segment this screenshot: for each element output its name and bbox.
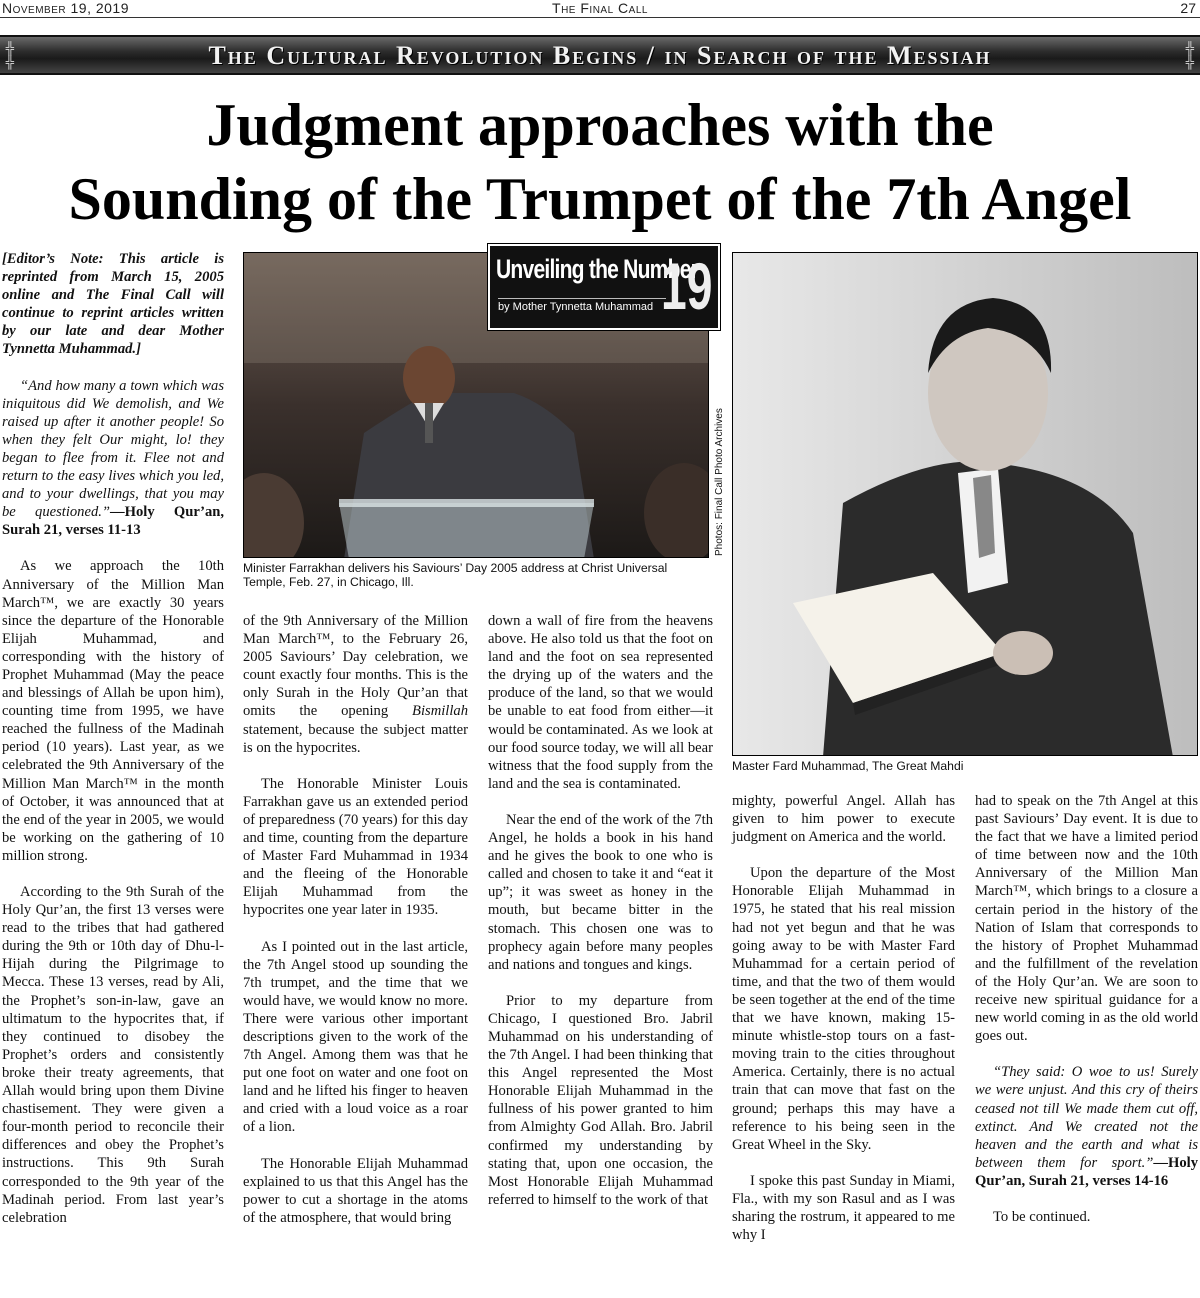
article-column-2 — [243, 612, 468, 1227]
column-logo — [488, 244, 720, 330]
paragraph-text: of the 9th Anniversary of the Million Man March™, to the February 26, 2005 Saviours’ Day celebration, we count exactly four months. This is the only Surah in the Holy Qur’an that omits the opening — [243, 613, 468, 720]
paragraph: I spoke this past Sunday in Miami, Fla., with my son Rasul and as I was sharing the rostrum, it appeared to me why I — [732, 1172, 955, 1244]
issue-date: November 19, 2019 — [2, 0, 130, 16]
paragraph: According to the 9th Surah of the Holy Qur’an, the first 13 verses were read to the tribes that had gathered during the 9th or 10th day of Dhu-l-Hijah during the Pilgrimage to Mecca. These 13 verses, read by Ali, the Prophet’s son-in-law, gave an ultimatum to the hypocrites that, if they continued to disobey the Prophet’s orders and consistently broke their treaty agreements, that Allah would bring upon them Divine chastisement. They were given a four-month period to reconcile their differences and obey the Prophet’s instructions. This 9th Surah corresponded to the 9th year of the Madinah period. From last year’s celebration — [2, 884, 224, 1226]
opening-quote-source: —Holy Qur’an, Surah 21, verses 11-13 — [2, 504, 225, 539]
article-column-3 — [488, 612, 713, 1209]
paragraph-text: statement, because the subject matter is on the hypocrites. — [243, 721, 468, 756]
paragraph: Near the end of the work of the 7th Angel, he holds a book in his hand and he gives the book to one who is called and chosen to take it and “eat it up”; it was sweet as honey in the mouth, but became bitter in the stomach. This chosen one was to prophecy again before many peoples and nations and tongues and kings. — [488, 811, 713, 973]
to-be-continued: To be continued. — [993, 1208, 1091, 1225]
paragraph: As I pointed out in the last article, the 7th Angel stood up sounding the 7th trumpet, and the time that we would have, we would know no more. There were various other important descriptions given to the work of the 7th Angel. Among them was that he put one foot on water and one foot on land and he lifted his finger to heaven and cried with a loud voice as a roar of a lion. — [243, 938, 468, 1136]
page-number: 27 — [1180, 0, 1196, 16]
column-logo-byline: by Mother Tynnetta Muhammad — [498, 298, 666, 313]
closing-quote-text: “They said: O woe to us! Surely we were unjust. And this cry of theirs ceased not till We made them cut off, extinct. And We created not the heaven and the earth and what is between them for sport.” — [975, 1064, 1198, 1171]
opening-quote-text: “And how many a town which was iniquitous did We demolish, and We raised up after it another people! So when they felt Our might, lo! they began to flee from it. Flee not and return to the easy lives which you led, and to your dwellings, that you may be questioned.” — [2, 377, 224, 521]
right-ornament-icon: ╬ ╬ — [1185, 41, 1195, 69]
paragraph: Upon the departure of the Most Honorable Elijah Muhammad in 1975, he stated that his real mission had not yet begun and that he was going away to be with Master Fard Muhammad for a certain period of time, and that the two of them would be seen together at the end of the time that we have known, making 15-minute whistle-stop tours on a fast-moving train to the cities throughout America. Certainly, there is no actual train that can move that fast on the ground; perhaps this may have a reference to his being seen in the Great Wheel in the Sky. — [732, 865, 955, 1153]
farrakhan-caption: Minister Farrakhan delivers his Saviours’ Day 2005 address at Christ Universal Temple, Feb. 27, in Chicago, Ill. — [243, 561, 668, 589]
paragraph: mighty, powerful Angel. Allah has given to him power to execute judgment on America and the world. — [732, 793, 955, 846]
article-column-4 — [732, 792, 955, 1244]
fard-muhammad-caption: Master Fard Muhammad, The Great Mahdi — [732, 759, 964, 773]
article-column-1 — [2, 250, 224, 1227]
paragraph: As we approach the 10th Anniversary of the Million Man March™, we are exactly 30 years since the departure of the Honorable Elijah Muhammad, and corresponding with the history of Prophet Muhammad (May the peace and blessings of Allah be upon him), counting time from 1995, we have reached the fullness of the Madinah period (10 years). Last year, as we celebrated the 9th Anniversary of the Million Man March™ in the month of October, it was announced that at the end of the year in 2005, we would be working on the gathering of 10 million strong. — [2, 558, 224, 864]
left-ornament-icon: ╬ ╬ — [5, 41, 15, 69]
folio-rule — [0, 17, 1200, 18]
photo-credit: Photos: Final Call Photo Archives — [714, 408, 725, 556]
headline-line-1: Judgment approaches with the — [206, 92, 994, 158]
bismillah-italic: Bismillah — [412, 703, 468, 720]
paragraph: had to speak on the 7th Angel at this past Saviours’ Day event. It is due to the fact that we have a limited period of time between now and the 10th Anniversary of the Million Man March™, which brings to a closure a certain period in the history of the Nation of Islam that corresponds to the history of Prophet Muhammad and the fulfillment of the revelation of the Holy Qur’an. We are soon to receive new spiritual guidance for a new world coming in as the old world goes out. — [975, 793, 1198, 1045]
headline-line-2: Sounding of the Trumpet of the 7th Angel — [68, 166, 1132, 232]
paragraph: The Honorable Minister Louis Farrakhan gave us an extended period of preparedness (70 years) for this day and time, counting from the departure of Master Fard Muhammad in 1934 and the fleeing of the Honorable Elijah Muhammad from the hypocrites one year later in 1935. — [243, 775, 468, 919]
article-column-5 — [975, 792, 1198, 1226]
column-logo-number: 19 — [660, 249, 712, 323]
editors-note: [Editor’s Note: This article is reprinted from March 15, 2005 online and The Final Call will continue to reprint articles written by our late and dear Mother Tynnetta Muhammad.] — [2, 251, 224, 358]
paragraph: The Honorable Elijah Muhammad explained to us that this Angel has the power to cut a shortage in the atoms of the atmosphere, that would bring — [243, 1155, 468, 1226]
opening-quote — [2, 377, 224, 540]
paragraph: down a wall of fire from the heavens above. He also told us that the foot on land and the foot on sea represented the drying up of the waters and the produce of the land, so that we would be unable to eat food from either—it would be contaminated. As we look at our food source today, we will all bear witness that the food supply from the land and the sea is contaminated. — [488, 613, 713, 792]
paragraph: Prior to my departure from Chicago, I questioned Bro. Jabril Muhammad on his understanding of the 7th Angel. I had been thinking that this Angel represented the Most Honorable Elijah Muhammad in the fullness of his power granted to him from Almighty God Allah. Bro. Jabril confirmed my understanding by stating that, upon one occasion, the Most Honorable Elijah Muhammad referred to himself to the work of that — [488, 992, 713, 1208]
paper-name: The Final Call — [552, 0, 648, 16]
section-banner-title: The Cultural Revolution Begins / in Search of the Messiah — [208, 41, 992, 70]
closing-quote — [975, 1063, 1198, 1190]
section-banner — [0, 35, 1200, 75]
paragraph — [243, 612, 468, 757]
fard-muhammad-photo — [732, 252, 1198, 756]
closing-quote-source: —Holy Qur’an, Surah 21, verses 14-16 — [975, 1154, 1198, 1189]
headline — [0, 88, 1200, 236]
column-logo-title: Unveiling the Number — [496, 254, 699, 284]
fard-muhammad-photo-image — [733, 253, 1198, 756]
